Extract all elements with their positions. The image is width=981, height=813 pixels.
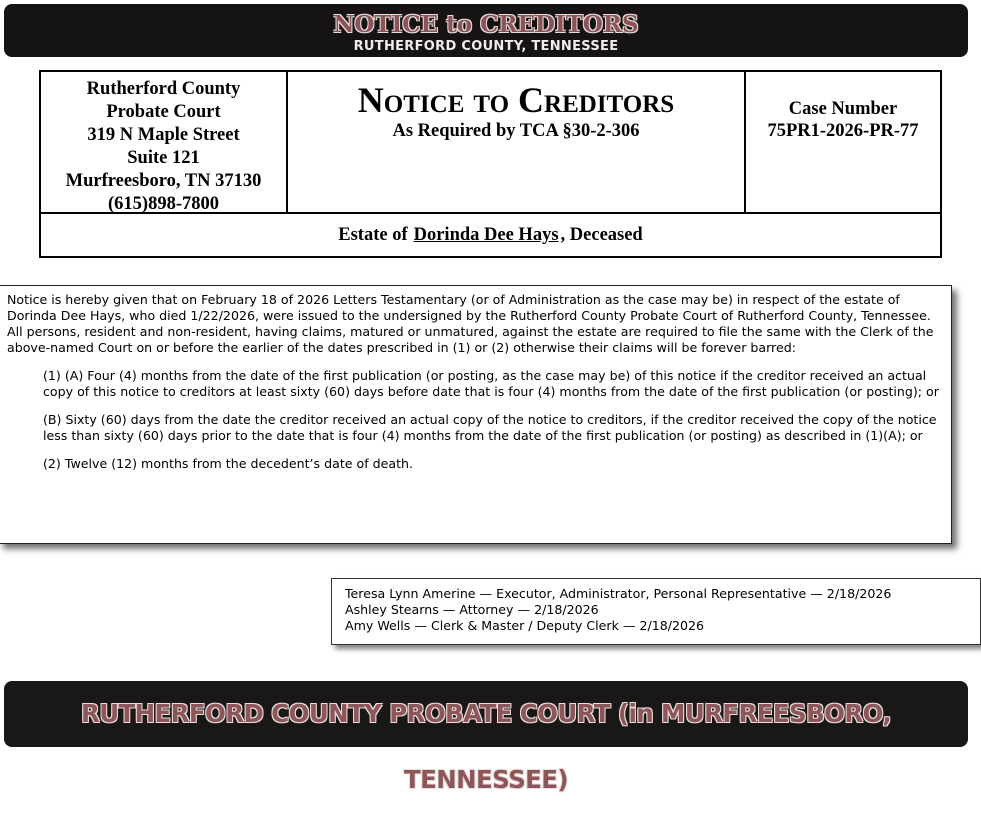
- signature-box: [331, 578, 981, 645]
- top-banner-title: NOTICE to CREDITORS: [333, 11, 639, 38]
- header-top-row: [41, 72, 940, 214]
- notice-intro: Notice is hereby given that on February 18 of 2026 Letters Testamentary (or of Administration as the case may be) in respect of the estate of Dorinda Dee Hays, who died 1/22/2026, were issued to the undersigned by the Rutherford County Probate Court of Rutherford County, Tennessee. All persons, resident and non-resident, having claims, matured or unmatured, against the estate are required to file the same with the Clerk of the above-named Court on or before the earlier of the dates prescribed in (1) or (2) otherwise their claims will be forever barred:: [7, 292, 934, 355]
- court-phone-line: (615)898-7800: [108, 194, 219, 214]
- clause-1b: (B) Sixty (60) days from the date the creditor received an actual copy of the notice to creditors, if the creditor received the copy of the notice less than sixty (60) days prior to the date that is four (4) months from the date of the first publication (or posting) as described in (1)(A); or: [43, 412, 937, 443]
- bottom-banner: [4, 681, 968, 794]
- court-address-block: [41, 72, 288, 212]
- clause-1a: (1) (A) Four (4) months from the date of the first publication (or posting, as the case may be) of this notice if the creditor received an actual copy of this notice to creditors at least sixty (60) days before date that is four (4) months from the date of the first publication (or posting); or: [43, 368, 939, 399]
- case-number-value: 75PR1-2026-PR-77: [767, 121, 919, 141]
- signature-attorney: Ashley Stearns — Attorney — 2/18/2026: [345, 602, 599, 617]
- case-number-block: [746, 72, 940, 212]
- notice-statute: As Required by TCA §30-2-306: [392, 121, 640, 141]
- notice-title: Notice to Creditors: [357, 80, 675, 120]
- court-city-line: Murfreesboro, TN 37130: [65, 171, 262, 191]
- court-division-line: Probate Court: [106, 102, 221, 122]
- estate-prefix: Estate of: [338, 225, 408, 245]
- estate-row: [41, 214, 940, 256]
- top-banner-subtitle: RUTHERFORD COUNTY, TENNESSEE: [353, 39, 619, 54]
- court-street-line: 319 N Maple Street: [87, 125, 240, 145]
- court-suite-line: Suite 121: [127, 148, 200, 168]
- notice-body: [0, 285, 952, 544]
- top-banner: [4, 4, 968, 57]
- deceased-name: Dorinda Dee Hays: [413, 225, 559, 245]
- signature-clerk: Amy Wells — Clerk & Master / Deputy Clerk — 2/18/2026: [345, 618, 705, 633]
- case-number-label: Case Number: [788, 99, 898, 119]
- clause-2: (2) Twelve (12) months from the decedent’s date of death.: [43, 456, 414, 471]
- notice-title-block: [288, 72, 746, 212]
- bottom-banner-text: RUTHERFORD COUNTY PROBATE COURT (in MURFREESBORO, TENNESSEE): [80, 699, 892, 794]
- estate-suffix: , Deceased: [560, 225, 643, 245]
- notice-header-box: [39, 70, 942, 258]
- court-name-line: Rutherford County: [86, 79, 241, 99]
- signature-executor: Teresa Lynn Amerine — Executor, Administrator, Personal Representative — 2/18/2026: [345, 586, 892, 601]
